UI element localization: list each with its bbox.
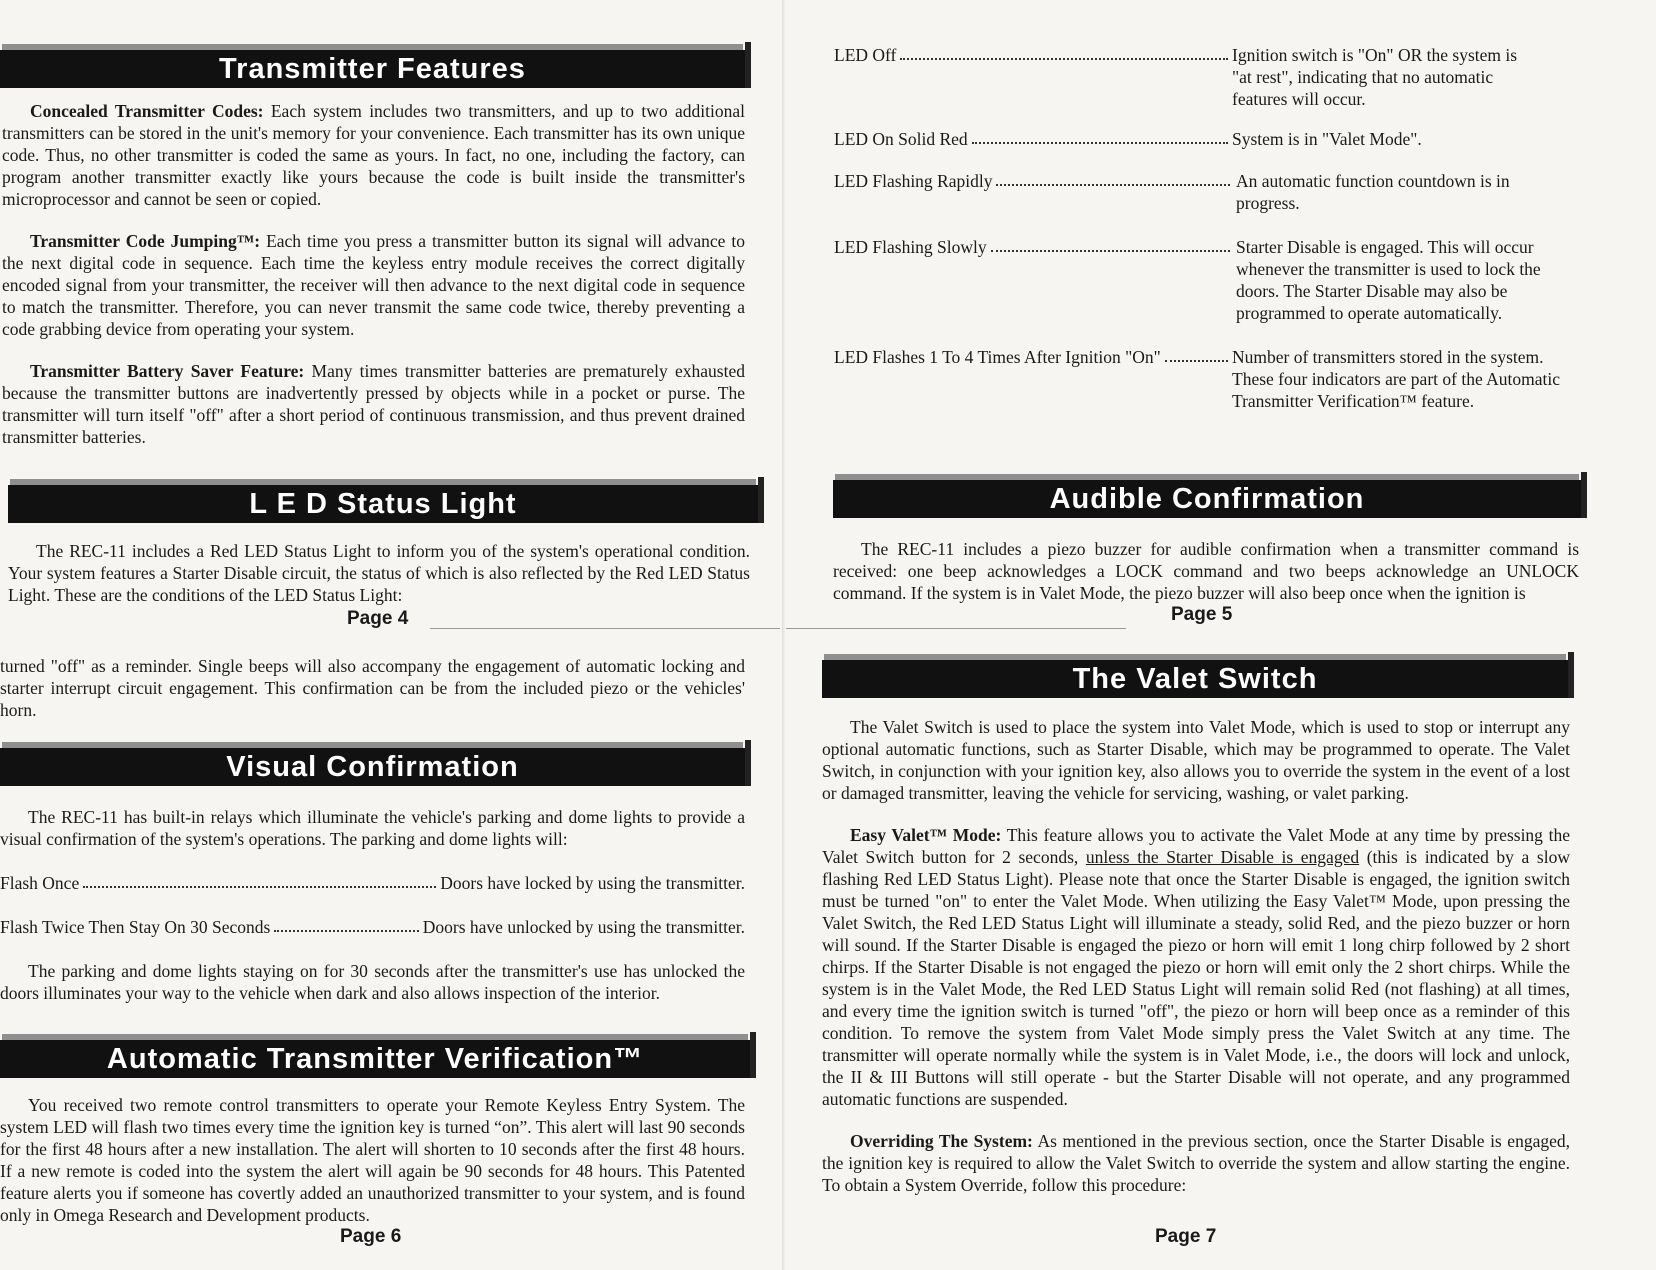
row-label: LED Flashes 1 To 4 Times After Ignition "On"	[834, 347, 1161, 367]
led-row-flash-slow	[834, 236, 1234, 258]
row-label: LED Off	[834, 45, 897, 65]
lead-override: Overriding The System:	[850, 1131, 1033, 1151]
page-number-5: Page 5	[1171, 604, 1233, 625]
page-number-4: Page 4	[347, 608, 409, 629]
cut-line-right	[786, 628, 1126, 629]
row-desc: Doors have unlocked by using the transmitter.	[422, 917, 745, 937]
text-easy-valet-underline: unless the Starter Disable is engaged	[1085, 847, 1360, 867]
lead-code-jumping: Transmitter Code Jumping™:	[30, 231, 261, 251]
page-number-7: Page 7	[1155, 1226, 1217, 1247]
heading-visual-confirmation: Visual Confirmation	[0, 748, 745, 786]
visual-row-flash-once	[0, 872, 745, 894]
led-row-flashes-count	[834, 346, 1232, 368]
text-concealed-codes: Each system includes two transmitters, and up to two additional transmitters can be stored in the unit's memory for your convenience. Each transmitter has its own unique code. Thus, no other transmitter is coded the same as yours. In fact, no one, including the factory, can program another transmitter exactly like yours because the code is built inside the transmitter's microprocessor and cannot be seen or copied.	[2, 101, 745, 209]
heading-valet-switch: The Valet Switch	[822, 660, 1568, 698]
paragraph-visual-intro: The REC-11 has built-in relays which illuminate the vehicle's parking and dome lights to provide a visual confirmation of the system's operations. The parking and dome lights will:	[0, 807, 745, 849]
paragraph-code-jumping	[2, 230, 745, 340]
text-easy-valet-b: (this is indicated by a slow flashing Red LED Status Light). Please note that once the Starter Disable is engaged, the ignition switch must be turned "on" to enter the Valet Mode. When utilizing the Easy Valet™ Mode, upon pressing the Valet Switch, the Red LED Status Light will illuminate a steady, solid Red, and the piezo buzzer or horn will sound. If the Starter Disable is engaged the piezo or horn will emit 1 long chirp followed by 2 short chirps. If the Starter Disable is not engaged the piezo or horn will emit only the 2 short chirps. While the system is in the Valet Mode, the Red LED Status Light will remain solid Red (not flashing) at all times, and every time the ignition switch is turned "off", the piezo or horn will beep once as a reminder of this condition. To remove the system from Valet Mode simply press the Valet Switch at any time. The transmitter will operate normally while the system is in Valet Mode, i.e., the doors will lock and unlock, the II & III Buttons will still operate - but the Starter Disable will not operate, and any programmed automatic functions are suspended.	[822, 847, 1570, 1109]
section-transmitter-features	[2, 100, 745, 448]
led-row-off	[834, 44, 1232, 66]
led-row-flash-rapid	[834, 170, 1234, 192]
lead-easy-valet: Easy Valet™ Mode:	[850, 825, 1002, 845]
paragraph-visual-outro: The parking and dome lights staying on for 30 seconds after the transmitter's use has unlocked the doors illuminates your way to the vehicle when dark and also allows inspection of the interior.	[0, 961, 745, 1003]
paragraph-led-status: The REC-11 includes a Red LED Status Light to inform you of the system's operational condition. Your system features a Starter Disable circuit, the status of which is also reflected by the Red LED Status Light. These are the conditions of the LED Status Light:	[8, 541, 750, 605]
row-desc: Doors have locked by using the transmitter.	[440, 873, 745, 893]
paragraph-easy-valet	[822, 824, 1570, 1110]
text-code-jumping: Each time you press a transmitter button its signal will advance to the next digital code in sequence. Each time the keyless entry module receives the correct digitally encoded signal from your transmitter, the receiver will then advance to the next digital code in sequence to match the transmitter. Therefore, you can never transmit the same code twice, thereby preventing a code grabbing device from operating your system.	[2, 231, 745, 339]
section-visual-outro	[0, 960, 745, 1004]
heading-audible-confirmation: Audible Confirmation	[833, 480, 1581, 518]
paragraph-battery-saver	[2, 360, 745, 448]
paragraph-atv: You received two remote control transmitters to operate your Remote Keyless Entry System. The system LED will flash two times every time the ignition key is turned “on”. This alert will last 90 seconds for the first 48 hours after a new installation. The alert will shorten to 10 seconds after the first 48 hours. If a new remote is coded into the system the alert will again be 90 seconds for 48 hours. This Patented feature alerts you if someone has covertly added an unauthorized transmitter to your system, and is found only in Omega Research and Development products.	[0, 1095, 745, 1225]
visual-row-flash-twice	[0, 916, 745, 938]
row-label: LED Flashing Slowly	[834, 237, 987, 257]
text-override: As mentioned in the previous section, once the Starter Disable is engaged, the ignition key is required to allow the Valet Switch to override the system and allow starting the engine. To obtain a System Override, follow this procedure:	[822, 1131, 1570, 1195]
dot-leader	[900, 44, 1228, 60]
paragraph-continued: turned "off" as a reminder. Single beeps will also accompany the engagement of automatic locking and starter interrupt circuit engagement. This confirmation can be from the included piezo or the vehicles' horn.	[0, 656, 745, 720]
text-easy-valet-a: This feature allows you to activate the Valet Mode at any time by pressing the Valet Switch button for 2 seconds,	[822, 825, 1570, 867]
led-desc-flash-slow: Starter Disable is engaged. This will occur whenever the transmitter is used to lock the doors. The Starter Disable may also be programmed to operate automatically.	[1236, 237, 1541, 323]
heading-atv: Automatic Transmitter Verification™	[0, 1040, 750, 1078]
section-atv	[0, 1094, 745, 1226]
dot-leader	[996, 170, 1230, 186]
paragraph-concealed-codes	[2, 100, 745, 210]
led-row-solid-red	[834, 128, 1232, 150]
dot-leader	[972, 128, 1228, 144]
row-label: LED Flashing Rapidly	[834, 171, 993, 191]
section-led-status	[8, 540, 750, 606]
continued-text	[0, 655, 745, 721]
section-audible	[833, 538, 1579, 604]
page-fold	[782, 0, 785, 1270]
paragraph-audible: The REC-11 includes a piezo buzzer for audible confirmation when a transmitter command is received: one beep acknowledges a LOCK command and two beeps acknowledge an UNLOCK command. If the system is in Valet Mode, the piezo buzzer will also beep once when the ignition is	[833, 539, 1579, 603]
page-number-6: Page 6	[340, 1226, 402, 1247]
paragraph-override	[822, 1130, 1570, 1196]
row-label: LED On Solid Red	[834, 129, 968, 149]
paragraph-valet-intro: The Valet Switch is used to place the system into Valet Mode, which is used to stop or interrupt any optional automatic functions, such as Starter Disable, which may be programmed to operate. The Valet Switch, in conjunction with your ignition key, also allows you to override the system in the event of a lost or damaged transmitter, leaving the vehicle for servicing, washing, or valet parking.	[822, 717, 1570, 803]
lead-battery-saver: Transmitter Battery Saver Feature:	[30, 361, 305, 381]
section-valet-switch	[822, 716, 1570, 1196]
heading-transmitter-features: Transmitter Features	[0, 50, 745, 88]
lead-concealed-codes: Concealed Transmitter Codes:	[30, 101, 264, 121]
led-desc-flashes-count: Number of transmitters stored in the system. These four indicators are part of the Automatic Transmitter Verification™ feature.	[1232, 347, 1561, 411]
dot-leader	[83, 872, 436, 888]
cut-line-left	[430, 628, 780, 629]
led-desc-flash-rapid: An automatic function countdown is in progress.	[1236, 171, 1510, 213]
row-label: Flash Twice Then Stay On 30 Seconds	[0, 917, 271, 937]
heading-led-status: L E D Status Light	[8, 485, 758, 523]
section-visual-confirmation	[0, 806, 745, 850]
text-battery-saver: Many times transmitter batteries are prematurely exhausted because the transmitter buttons are inadvertently pressed by objects while in a pocket or purse. The transmitter will turn itself "off" after a short period of continuous transmission, and thus prevent drained transmitter batteries.	[2, 361, 745, 447]
dot-leader	[274, 916, 418, 932]
dot-leader	[1165, 346, 1228, 362]
led-desc-off: Ignition switch is "On" OR the system is "at rest", indicating that no automatic features will occur.	[1232, 45, 1518, 109]
row-label: Flash Once	[0, 873, 80, 893]
dot-leader	[991, 236, 1230, 252]
led-desc-solid-red: System is in "Valet Mode".	[1232, 129, 1422, 149]
